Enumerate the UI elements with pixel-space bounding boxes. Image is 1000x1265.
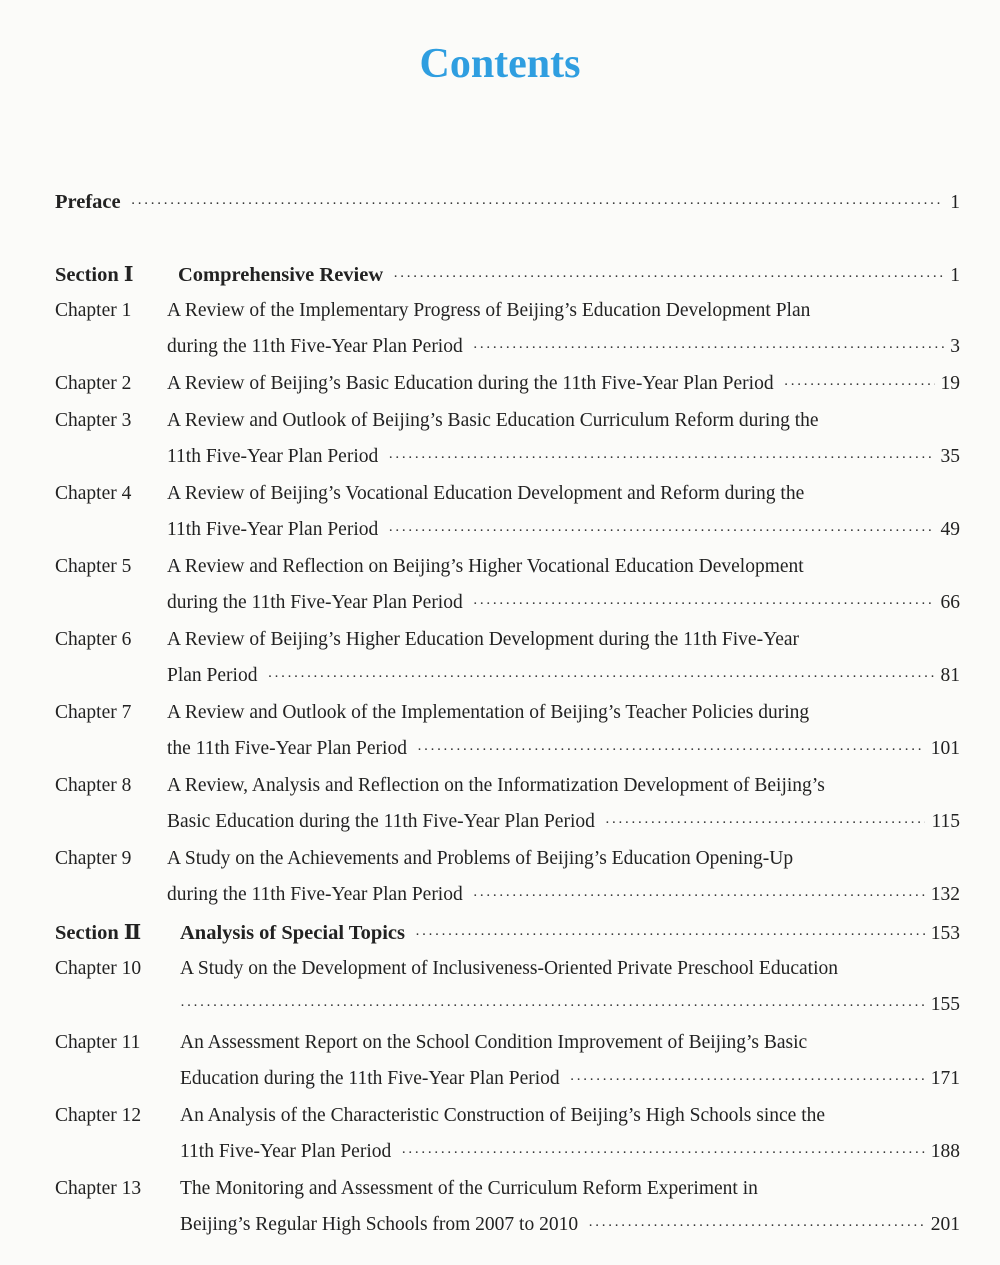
chapter-title-cont: 11th Five-Year Plan Period — [167, 519, 379, 540]
dot-leader — [267, 665, 934, 689]
dot-leader — [417, 738, 925, 762]
chapter-title-cont: during the 11th Five-Year Plan Period — [167, 336, 463, 357]
toc-entry-chapter-13[interactable] — [55, 1177, 960, 1201]
chapter-label: Chapter 9 — [55, 848, 132, 869]
toc-entry-chapter-1[interactable] — [55, 299, 960, 323]
dot-leader — [570, 1068, 925, 1092]
page-number: 81 — [940, 665, 960, 686]
toc-entry-chapter-13-cont[interactable] — [55, 1213, 960, 1238]
page-number: 188 — [930, 1141, 960, 1162]
section-title: Analysis of Special Topics — [180, 922, 405, 944]
toc-entry-chapter-9-cont[interactable] — [55, 883, 960, 908]
toc-entry-chapter-9[interactable] — [55, 847, 960, 871]
dot-leader — [588, 1214, 925, 1238]
dot-leader — [393, 265, 944, 289]
chapter-title: A Review and Outlook of the Implementation of Beijing’s Teacher Policies during — [167, 702, 810, 723]
chapter-title: A Review and Reflection on Beijing’s Higher Vocational Education Development — [167, 556, 804, 577]
dot-leader — [605, 811, 926, 835]
chapter-title-cont: 11th Five-Year Plan Period — [180, 1141, 392, 1162]
toc-entry-chapter-6-cont[interactable] — [55, 664, 960, 689]
toc-entry-chapter-11-cont[interactable] — [55, 1067, 960, 1092]
chapter-label: Chapter 1 — [55, 300, 132, 321]
chapter-title-cont: Plan Period — [167, 665, 258, 686]
dot-leader — [388, 519, 934, 543]
chapter-title-cont: Beijing’s Regular High Schools from 2007 to 2010 — [180, 1214, 579, 1235]
chapter-label: Chapter 13 — [55, 1178, 142, 1199]
page-number: 19 — [940, 373, 960, 394]
chapter-title-cont: 11th Five-Year Plan Period — [167, 446, 379, 467]
chapter-title-cont: during the 11th Five-Year Plan Period — [167, 592, 463, 613]
toc-entry-chapter-5-cont[interactable] — [55, 591, 960, 616]
chapter-title: A Review of Beijing’s Basic Education during the 11th Five-Year Plan Period — [167, 373, 774, 394]
chapter-title-cont: Education during the 11th Five-Year Plan Period — [180, 1068, 560, 1089]
chapter-title: The Monitoring and Assessment of the Curriculum Reform Experiment in — [180, 1178, 758, 1199]
toc-entry-chapter-11[interactable] — [55, 1031, 960, 1055]
chapter-title: An Assessment Report on the School Condition Improvement of Beijing’s Basic — [180, 1032, 808, 1053]
chapter-label: Chapter 12 — [55, 1105, 142, 1126]
chapter-title: An Analysis of the Characteristic Construction of Beijing’s High Schools since the — [180, 1105, 826, 1126]
chapter-label: Chapter 10 — [55, 958, 142, 979]
toc-entry-chapter-10-cont[interactable] — [55, 993, 960, 1018]
page-number: 49 — [940, 519, 960, 540]
chapter-label: Chapter 8 — [55, 775, 132, 796]
chapter-title-cont: during the 11th Five-Year Plan Period — [167, 884, 463, 905]
chapter-title: A Review and Outlook of Beijing’s Basic Education Curriculum Reform during the — [167, 410, 819, 431]
toc-entry-chapter-6[interactable] — [55, 628, 960, 652]
chapter-label: Chapter 2 — [55, 373, 132, 394]
section-label: Section Ⅱ — [55, 922, 142, 944]
toc-entry-chapter-4-cont[interactable] — [55, 518, 960, 543]
dot-leader — [401, 1141, 925, 1165]
chapter-title-cont: the 11th Five-Year Plan Period — [167, 738, 407, 759]
toc-entry-chapter-1-cont[interactable] — [55, 335, 960, 360]
page-title: Contents — [419, 41, 581, 87]
chapter-title: A Study on the Development of Inclusiveness-Oriented Private Preschool Education — [180, 958, 838, 979]
page-number: 155 — [930, 994, 960, 1015]
toc-entry-chapter-8[interactable] — [55, 774, 960, 798]
page-number: 201 — [930, 1214, 960, 1235]
chapter-label: Chapter 5 — [55, 556, 132, 577]
dot-leader — [473, 884, 925, 908]
toc-entry-chapter-4[interactable] — [55, 482, 960, 506]
page-number: 1 — [950, 192, 960, 213]
dot-leader — [388, 446, 934, 470]
toc-entry-chapter-3[interactable] — [55, 409, 960, 433]
page-number: 35 — [940, 446, 960, 467]
chapter-title: A Review of Beijing’s Higher Education Development during the 11th Five-Year — [167, 629, 800, 650]
dot-leader — [131, 192, 945, 216]
section-title: Comprehensive Review — [178, 264, 384, 286]
toc-entry-chapter-12-cont[interactable] — [55, 1140, 960, 1165]
chapter-label: Chapter 3 — [55, 410, 132, 431]
toc-entry-chapter-7[interactable] — [55, 701, 960, 725]
toc-entry-chapter-10[interactable] — [55, 957, 960, 981]
chapter-title: A Review of Beijing’s Vocational Education Development and Reform during the — [167, 483, 805, 504]
toc-entry-chapter-12[interactable] — [55, 1104, 960, 1128]
dot-leader — [473, 592, 935, 616]
dot-leader — [784, 373, 935, 397]
chapter-label: Chapter 6 — [55, 629, 132, 650]
toc-entry-preface[interactable] — [55, 190, 960, 216]
chapter-title: A Review, Analysis and Reflection on the Informatization Development of Beijing’s — [167, 775, 825, 796]
chapter-label: Chapter 7 — [55, 702, 132, 723]
section-label: Section Ⅰ — [55, 264, 134, 286]
page-number: 101 — [930, 738, 960, 759]
dot-leader — [180, 994, 925, 1018]
dot-leader — [415, 923, 925, 947]
toc-entry-chapter-3-cont[interactable] — [55, 445, 960, 470]
chapter-label: Chapter 11 — [55, 1032, 141, 1053]
page-number: 66 — [940, 592, 960, 613]
toc-entry-chapter-7-cont[interactable] — [55, 737, 960, 762]
chapter-title-cont: Basic Education during the 11th Five-Year Plan Period — [167, 811, 595, 832]
dot-leader — [473, 336, 945, 360]
page-number: 115 — [931, 811, 960, 832]
chapter-title: A Review of the Implementary Progress of Beijing’s Education Development Plan — [167, 300, 811, 321]
toc-entry-section-1[interactable] — [55, 263, 960, 289]
page-number: 132 — [930, 884, 960, 905]
page-number: 153 — [930, 923, 960, 944]
toc-entry-section-2[interactable] — [55, 921, 960, 947]
page-number: 3 — [950, 336, 960, 357]
toc-entry-chapter-8-cont[interactable] — [55, 810, 960, 835]
chapter-title: A Study on the Achievements and Problems of Beijing’s Education Opening-Up — [167, 848, 794, 869]
toc-entry-chapter-5[interactable] — [55, 555, 960, 579]
preface-label: Preface — [55, 191, 121, 213]
page-number: 171 — [930, 1068, 960, 1089]
page-number: 1 — [950, 265, 960, 286]
toc-entry-chapter-2[interactable] — [55, 372, 960, 397]
chapter-label: Chapter 4 — [55, 483, 132, 504]
